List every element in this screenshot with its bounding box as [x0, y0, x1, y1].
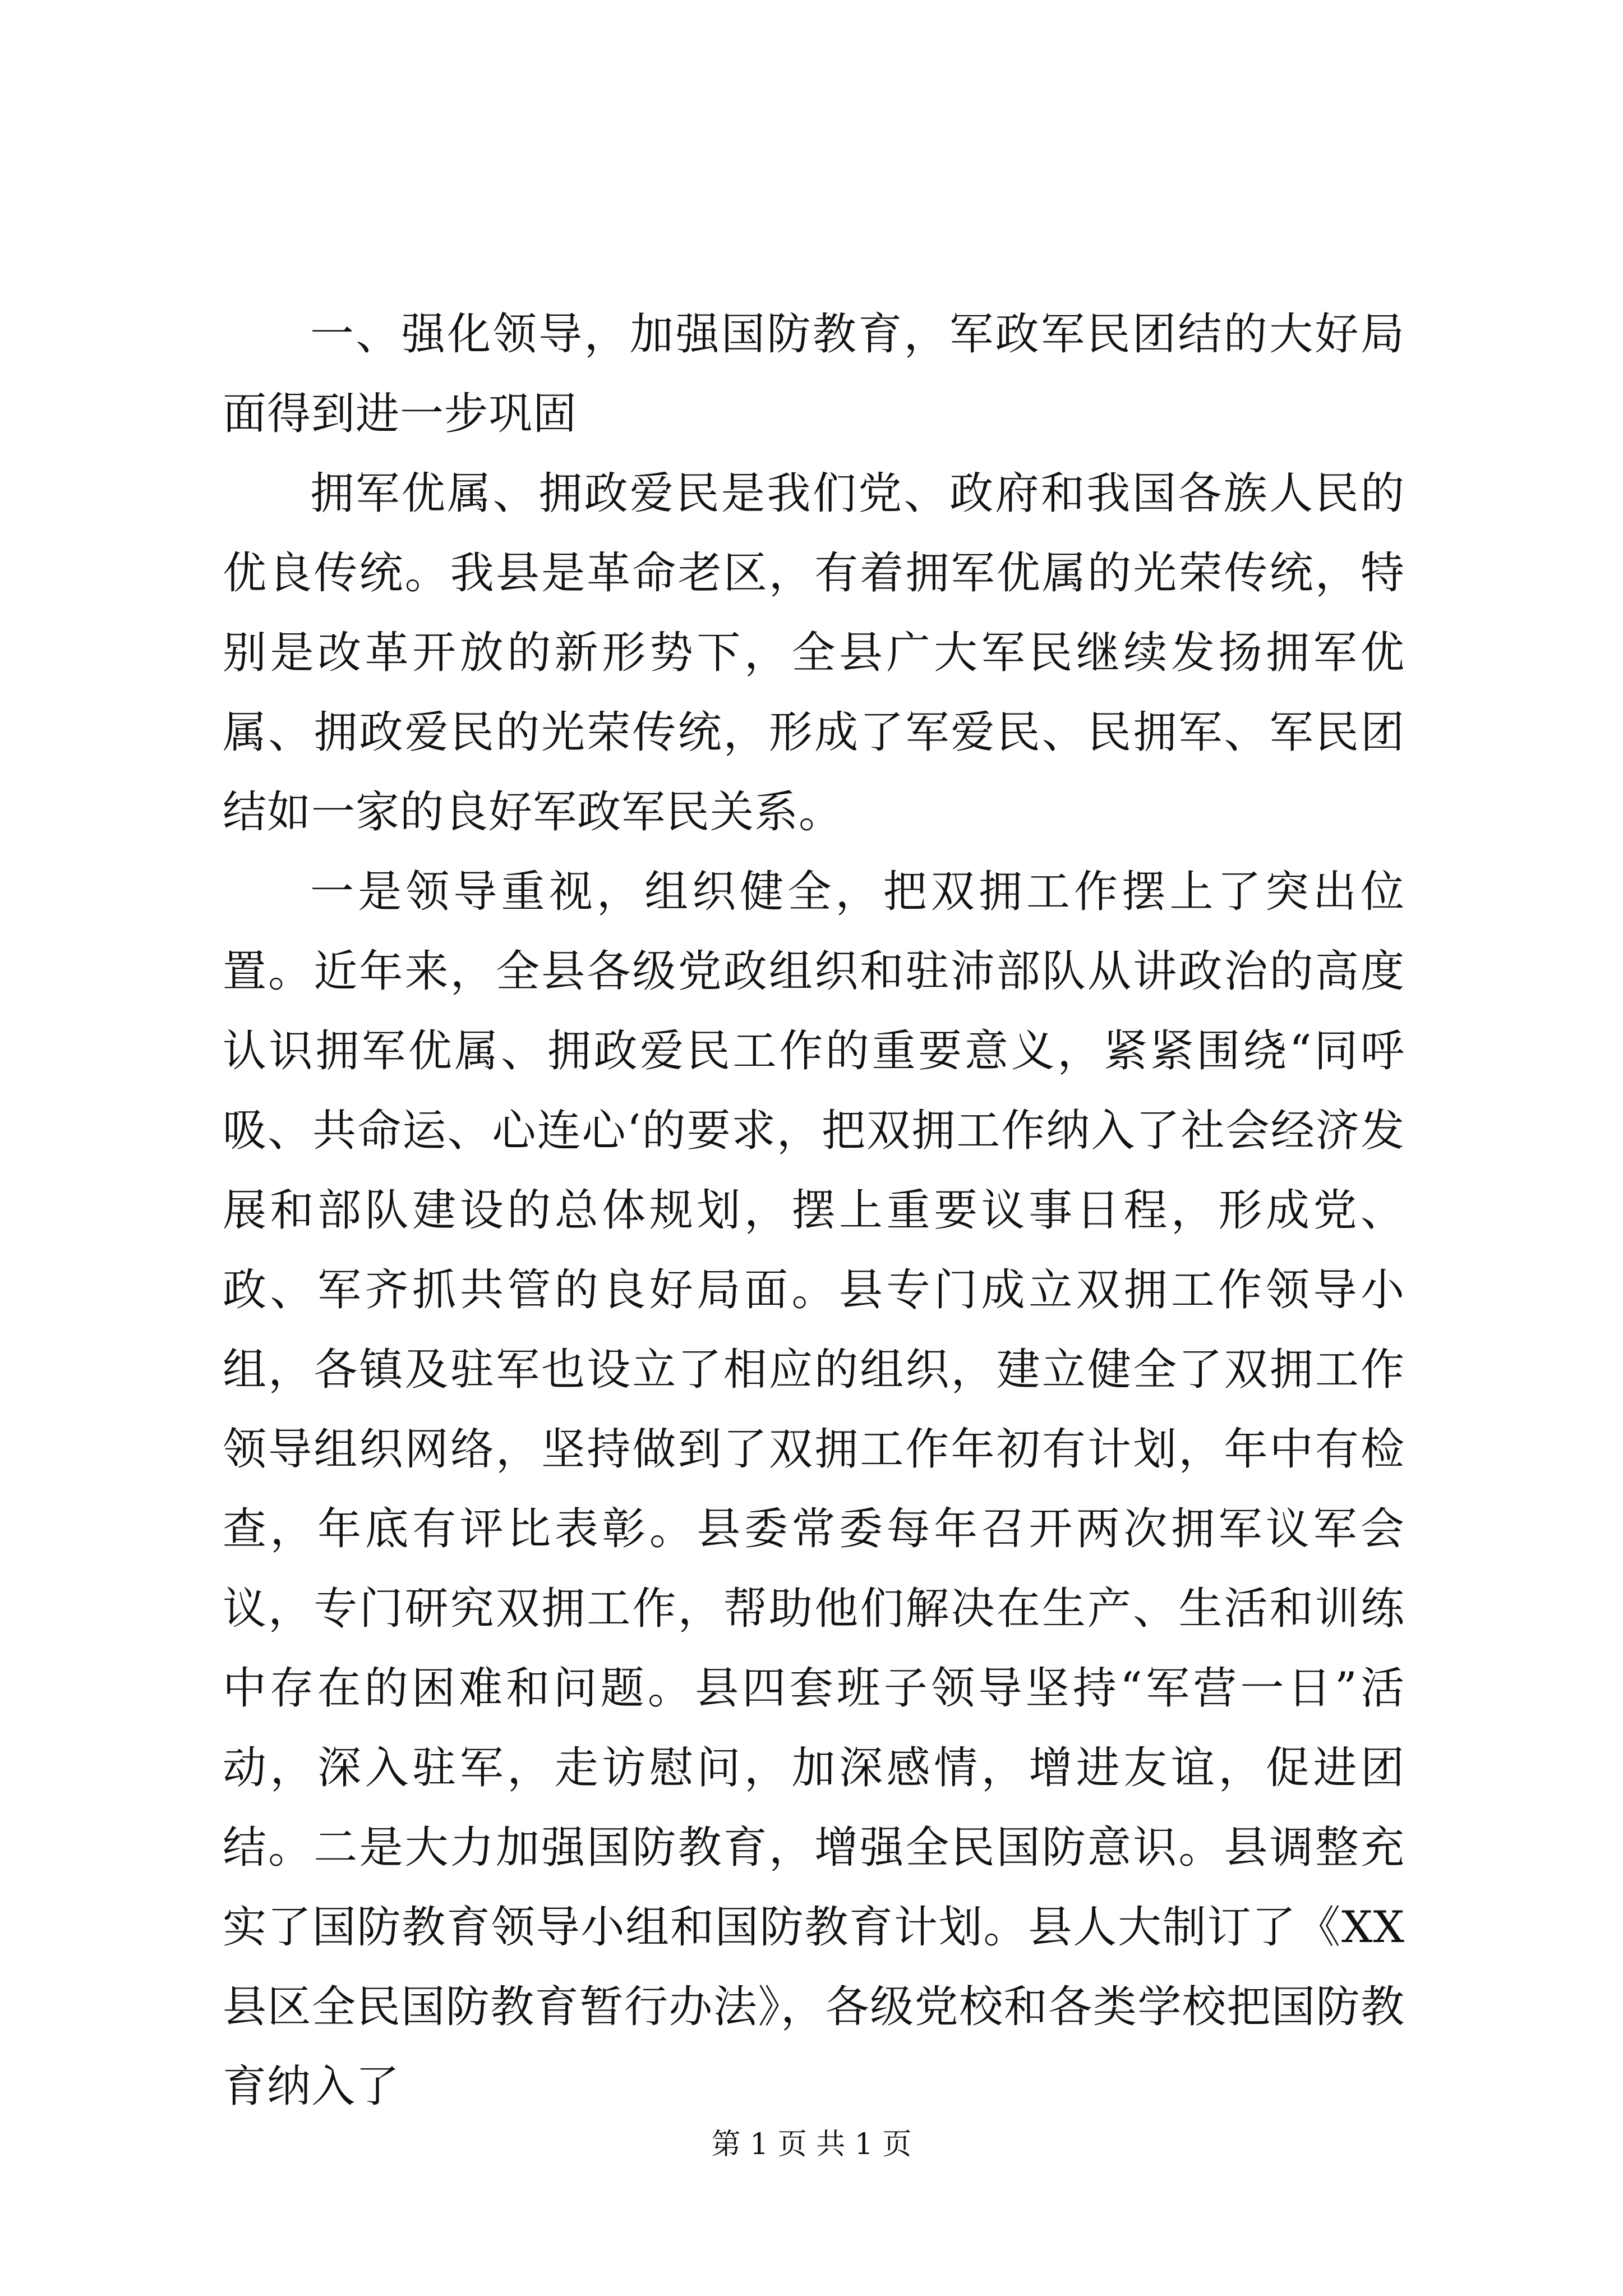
- paragraph-leadership: 一是领导重视，组织健全，把双拥工作摆上了突出位置。近年来，全县各级党政组织和驻沛部队从讲政治的高度认识拥军优属、拥政爱民工作的重要意义，紧紧围绕“同呼吸、共命运、心连心‘的要求，把双拥工作纳入了社会经济发展和部队建设的总体规划，摆上重要议事日程，形成党、政、军齐抓共管的良好局面。县专门成立双拥工作领导小组，各镇及驻军也设立了相应的组织，建立健全了双拥工作领导组织网络，坚持做到了双拥工作年初有计划，年中有检查，年底有评比表彰。县委常委每年召开两次拥军议军会议，专门研究双拥工作，帮助他们解决在生产、生活和训练中存在的困难和问题。县四套班子领导坚持“军营一日”活动，深入驻军，走访慰问，加深感情，增进友谊，促进团结。二是大力加强国防教育，增强全民国防意识。县调整充实了国防教育领导小组和国防教育计划。县人大制订了《XX县区全民国防教育暂行办法》，各级党校和各类学校把国防教育纳入了: [223, 867, 1405, 2112]
- document-body: [223, 295, 1405, 2127]
- paragraph-intro: 拥军优属、拥政爱民是我们党、政府和我国各族人民的优良传统。我县是革命老区，有着拥军优属的光荣传统，特别是改革开放的新形势下，全县广大军民继续发扬拥军优属、拥政爱民的光荣传统，形成了军爱民、民拥军、军民团结如一家的良好军政军民关系。: [223, 468, 1405, 838]
- page-footer: 第 1 页 共 1 页: [711, 2128, 912, 2161]
- section-heading: 一、强化领导，加强国防教育，军政军民团结的大好局面得到进一步巩固: [223, 309, 1405, 439]
